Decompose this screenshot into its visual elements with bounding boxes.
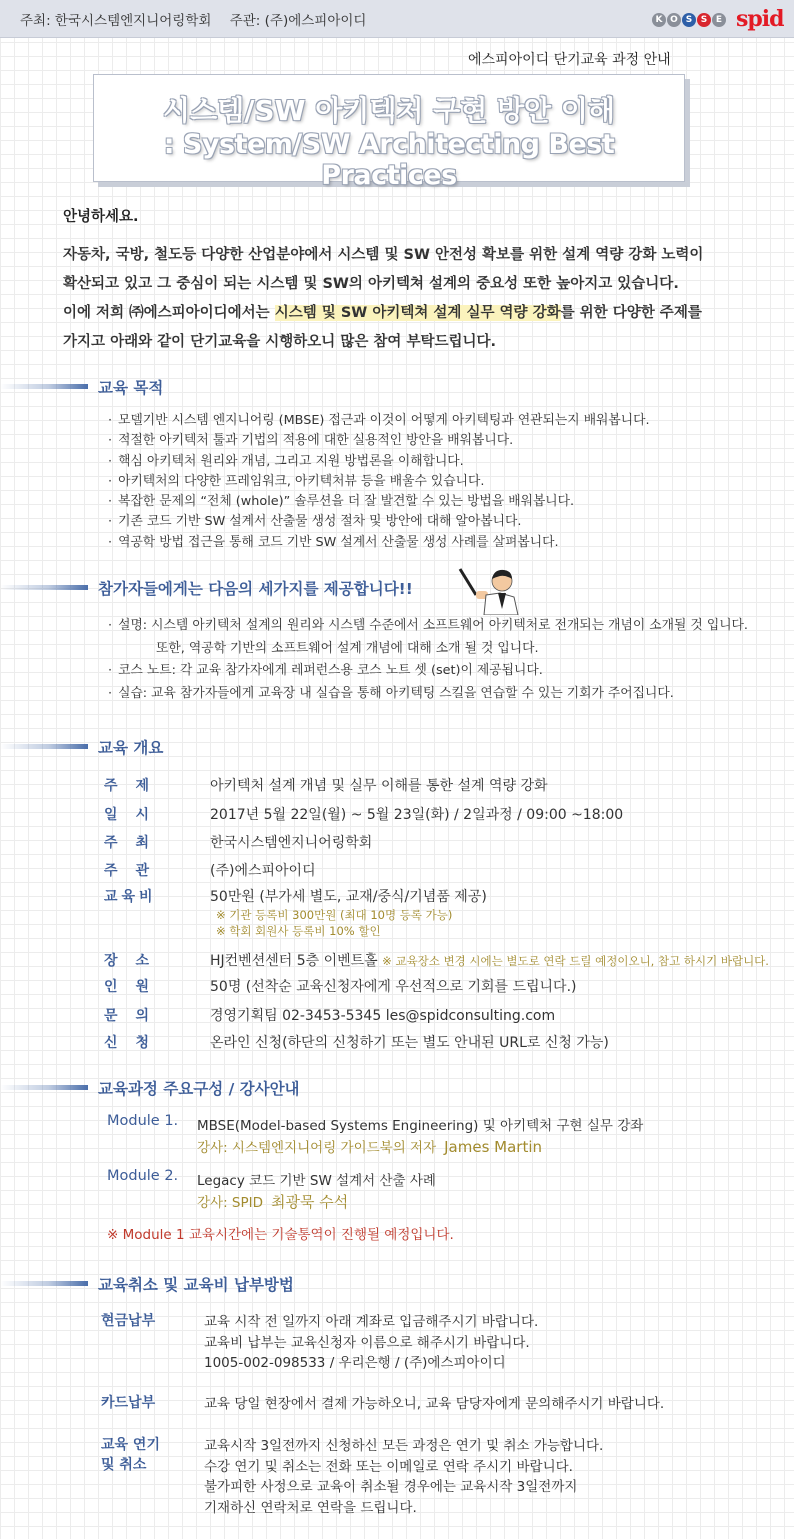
payment-line: 수강 연기 및 취소는 전화 또는 이메일로 연락 주시기 바랍니다. bbox=[204, 1458, 573, 1475]
lecturer-name: 최광묵 수석 bbox=[271, 1193, 349, 1211]
payment-key: 카드납부 bbox=[101, 1395, 156, 1411]
goal-list bbox=[108, 411, 650, 553]
kosse-logo-letter: O bbox=[667, 13, 681, 27]
place-value: HJ컨벤션센터 5층 이벤트홀 bbox=[210, 953, 378, 969]
section-bar bbox=[0, 384, 88, 389]
intro-highlight: 시스템 및 SW 아키텍쳐 설계 실무 역량 강화 bbox=[274, 305, 561, 321]
overview-key: 교육비 bbox=[104, 889, 157, 905]
list-item: · 역공학 방법 접근을 통해 코드 기반 SW 설계서 산출물 생성 사례를 살펴봅니다. bbox=[108, 533, 650, 553]
overview-key: 장소 bbox=[104, 953, 168, 969]
kosse-logo bbox=[652, 8, 726, 32]
overview-key: 주제 bbox=[104, 778, 168, 794]
section-title: 교육취소 및 교육비 납부방법 bbox=[98, 1276, 294, 1294]
greeting: 안녕하세요. bbox=[63, 209, 139, 225]
overview-value: 한국시스템엔지니어링학회 bbox=[210, 835, 373, 851]
overview-key: 주관 bbox=[104, 863, 168, 879]
payment-value bbox=[204, 1436, 603, 1518]
payment-line: 교육 당일 현장에서 결제 가능하오니, 교육 담당자에게 문의해주시기 바랍니다. bbox=[204, 1396, 665, 1412]
module-label: Module 2. bbox=[107, 1168, 179, 1184]
kosse-logo-letter: S bbox=[697, 13, 711, 27]
list-item: · 실습: 교육 참가자들에게 교육장 내 실습을 통해 아키텍팅 스킬을 연습할 수 있는 기회가 주어집니다. bbox=[108, 683, 748, 706]
overview-key: 인원 bbox=[104, 979, 168, 995]
title-english: : System/SW Architecting Best Practices bbox=[163, 129, 615, 191]
section-bar bbox=[0, 744, 88, 749]
module-lecturer bbox=[197, 1191, 348, 1212]
title-korean: 시스템/SW 아키텍처 구현 방안 이해 bbox=[163, 94, 615, 127]
overview-key: 일시 bbox=[104, 807, 168, 823]
payment-value bbox=[204, 1312, 538, 1374]
title-box bbox=[93, 74, 685, 191]
lecturer-prefix: 강사: 시스템엔지니어링 가이드북의 저자 bbox=[197, 1140, 437, 1156]
section-title: 참가자들에게는 다음의 세가지를 제공합니다!! bbox=[98, 580, 413, 598]
intro-paragraph bbox=[63, 241, 763, 357]
module-label: Module 1. bbox=[107, 1113, 179, 1129]
overview-value: 아키텍처 설계 개념 및 실무 이해를 통한 설계 역량 강화 bbox=[210, 778, 548, 794]
list-item: · 코스 노트: 각 교육 참가자에게 레퍼런스용 코스 노트 셋 (set)이 제공됩니다. bbox=[108, 660, 748, 683]
section-title: 교육 개요 bbox=[98, 739, 164, 757]
overview-value: 50명 (선착순 교육신청자에게 우선적으로 기회를 드립니다.) bbox=[210, 979, 577, 995]
lecturer-name: James Martin bbox=[444, 1138, 543, 1156]
spid-logo: spid bbox=[736, 6, 784, 32]
kosse-logo-letter: S bbox=[682, 13, 696, 27]
top-bar bbox=[0, 0, 794, 38]
payment-key bbox=[101, 1435, 160, 1475]
host-info bbox=[20, 9, 380, 29]
overview-value: 경영기획팀 02-3453-5345 les@spidconsulting.com bbox=[210, 1008, 556, 1024]
list-item: · 모델기반 시스템 엔지니어링 (MBSE) 접근과 이것이 어떻게 아키텍팅과 연관되는지 배워봅니다. bbox=[108, 411, 650, 431]
list-item: · 아키텍처의 다양한 프레임워크, 아키텍처뷰 등을 배울수 있습니다. bbox=[108, 472, 650, 492]
intro-text: 를 위한 다양한 주제를 bbox=[560, 305, 702, 321]
module-title: Legacy 코드 기반 SW 설계서 산출 사례 bbox=[197, 1173, 436, 1189]
overview-value: (주)에스피아이디 bbox=[210, 863, 316, 879]
section-title: 교육 목적 bbox=[98, 379, 164, 397]
host-text: 주최: 한국시스템엔지니어링학회 bbox=[20, 13, 212, 29]
overview-value: 50만원 (부가세 별도, 교재/중식/기념품 제공) bbox=[210, 889, 487, 905]
intro-text: 이에 저희 ㈜에스피아이디에서는 bbox=[63, 305, 275, 321]
overview-key: 신청 bbox=[104, 1035, 168, 1051]
payment-line: 기재하신 연락처로 연락을 드립니다. bbox=[204, 1499, 417, 1516]
overview-value bbox=[210, 950, 769, 970]
payment-value bbox=[204, 1394, 664, 1415]
kosse-logo-letter: K bbox=[652, 13, 666, 27]
list-item: · 기존 코드 기반 SW 설계서 산출물 생성 절차 및 방안에 대해 알아봅니다. bbox=[108, 512, 650, 532]
overview-key: 문의 bbox=[104, 1008, 168, 1024]
list-item: · 적절한 아키텍처 툴과 기법의 적용에 대한 실용적인 방안을 배워봅니다. bbox=[108, 431, 650, 451]
overview-value: 2017년 5월 22일(월) ~ 5월 23일(화) / 2일과정 / 09:00 ~18:00 bbox=[210, 807, 624, 823]
list-item: · 복잡한 문제의 “전체 (whole)” 솔루션을 더 잘 발견할 수 있는 방법을 배워봅니다. bbox=[108, 492, 650, 512]
organizer-text: 주관: (주)에스피아이디 bbox=[229, 13, 367, 29]
payment-line: 불가피한 사정으로 교육이 취소될 경우에는 교육시작 3일전까지 bbox=[204, 1479, 578, 1495]
payment-line: 교육비 납부는 교육신청자 이름으로 해주시기 바랍니다. bbox=[204, 1334, 530, 1351]
intro-line: 확산되고 있고 그 중심이 되는 시스템 및 SW의 아키텍쳐 설계의 중요성 또한 높아지고 있습니다. bbox=[63, 276, 679, 292]
overview-value: 온라인 신청(하단의 신청하기 또는 별도 안내된 URL로 신청 가능) bbox=[210, 1035, 609, 1051]
intro-line: 가지고 아래와 같이 단기교육을 시행하오니 많은 참여 부탁드립니다. bbox=[63, 334, 497, 350]
list-item: · 설명: 시스템 아키텍처 설계의 원리와 시스템 수준에서 소프트웨어 아키텍처로 전개되는 개념이 소개될 것 입니다. bbox=[108, 615, 748, 638]
offer-list bbox=[108, 615, 748, 705]
payment-line: 1005-002-098533 / 우리은행 / (주)에스피아이디 bbox=[204, 1355, 506, 1371]
section-bar bbox=[0, 1281, 88, 1286]
intro-line bbox=[63, 299, 763, 328]
fee-note: ※ 학회 회원사 등록비 10% 할인 bbox=[216, 924, 381, 938]
payment-key-line: 및 취소 bbox=[101, 1457, 147, 1473]
section-title: 교육과정 주요구성 / 강사안내 bbox=[98, 1080, 300, 1098]
payment-key: 현금납부 bbox=[101, 1313, 156, 1329]
module-title: MBSE(Model-based Systems Engineering) 및 아키텍처 구현 실무 강좌 bbox=[197, 1118, 644, 1134]
intro-line: 자동차, 국방, 철도등 다양한 산업분야에서 시스템 및 SW 안전성 확보를 위한 설계 역량 강화 노력이 bbox=[63, 247, 704, 263]
payment-key-line: 교육 연기 bbox=[101, 1437, 160, 1453]
course-subtitle: 에스피아이디 단기교육 과정 안내 bbox=[468, 52, 671, 68]
module-lecturer bbox=[197, 1136, 542, 1156]
lecturer-prefix: 강사: SPID bbox=[197, 1195, 264, 1211]
payment-line: 교육 시작 전 일까지 아래 계좌로 입금해주시기 바랍니다. bbox=[204, 1314, 539, 1330]
section-bar bbox=[0, 1085, 88, 1090]
fee-note: ※ 기관 등록비 300만원 (최대 10명 등록 가능) bbox=[216, 908, 453, 922]
payment-line: 교육시작 3일전까지 신청하신 모든 과정은 연기 및 취소 가능합니다. bbox=[204, 1438, 604, 1454]
module-note: ※ Module 1 교육시간에는 기술통역이 진행될 예정입니다. bbox=[107, 1227, 454, 1243]
kosse-logo-letter: E bbox=[712, 13, 726, 27]
section-bar bbox=[0, 585, 88, 590]
presenter-illustration bbox=[456, 565, 526, 615]
list-item: · 핵심 아키텍처 원리와 개념, 그리고 지원 방법론을 이해합니다. bbox=[108, 452, 650, 472]
list-item-continued: 또한, 역공학 기반의 소프트웨어 설계 개념에 대해 소개 될 것 입니다. bbox=[156, 640, 539, 656]
place-note: ※ 교육장소 변경 시에는 별도로 연락 드릴 예정이오니, 참고 하시기 바랍니다. bbox=[382, 954, 769, 968]
overview-key: 주최 bbox=[104, 835, 168, 851]
